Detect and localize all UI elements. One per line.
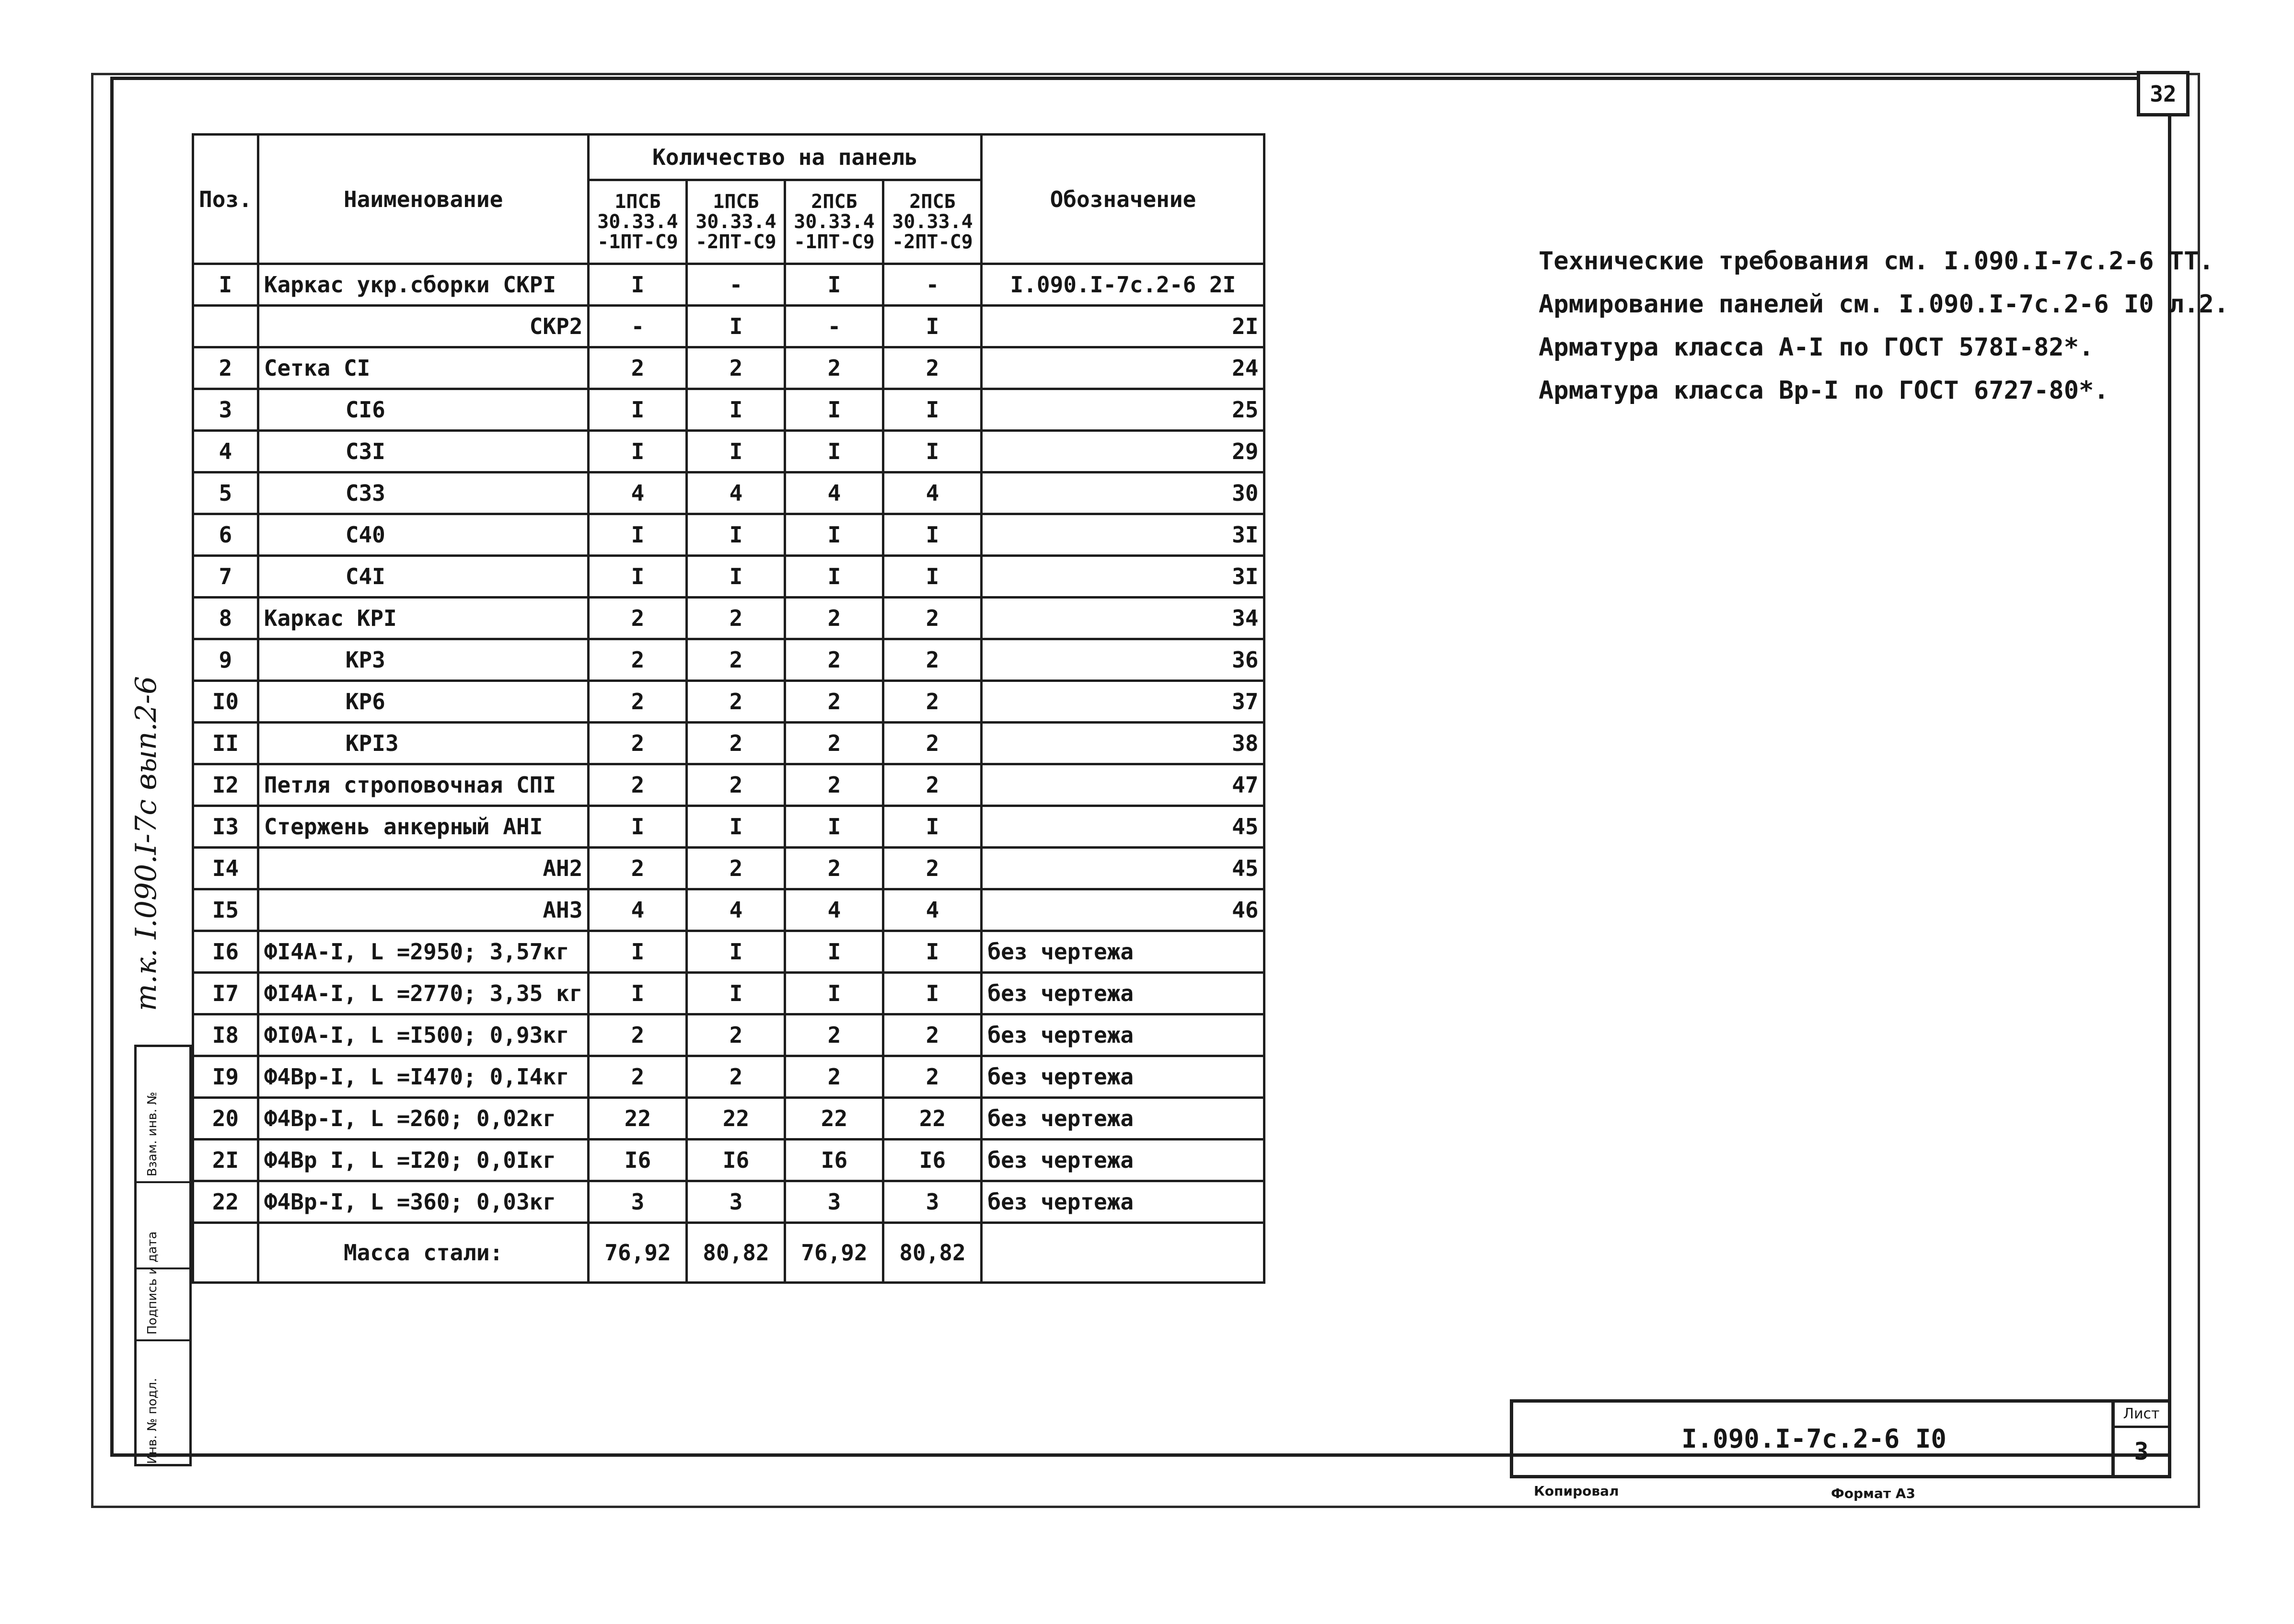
row-qty: I xyxy=(883,556,982,598)
row-name: Стержень анкерный АНI xyxy=(258,806,589,848)
note-line: Армирование панелей см. I.090.I-7с.2-6 I0 л.2. xyxy=(1539,290,2229,319)
row-qty: - xyxy=(589,306,687,347)
row-qty: 2 xyxy=(883,723,982,764)
specification-body xyxy=(193,264,1264,1223)
mass-value: 80,82 xyxy=(883,1223,982,1283)
row-qty: I xyxy=(785,264,883,306)
row-qty: I xyxy=(883,973,982,1014)
header-panel-1: 1ПСБ 30.33.4 -1ПТ-С9 xyxy=(589,180,687,264)
row-qty: 2 xyxy=(687,1056,785,1098)
note-line: Арматура класса Вр-I по ГОСТ 6727-80*. xyxy=(1539,376,2109,405)
table-row xyxy=(193,431,1264,472)
row-name: СI6 xyxy=(258,389,589,431)
table-row xyxy=(193,389,1264,431)
row-qty: I xyxy=(687,431,785,472)
page-number: 32 xyxy=(2137,71,2190,116)
row-qty: 2 xyxy=(785,1056,883,1098)
row-name: Сетка СI xyxy=(258,347,589,389)
row-qty: I xyxy=(589,389,687,431)
table-row xyxy=(193,848,1264,889)
row-qty: I xyxy=(589,806,687,848)
row-qty: I xyxy=(883,514,982,556)
technical-notes xyxy=(1539,240,2229,412)
row-designation: 24 xyxy=(982,347,1264,389)
row-qty: I xyxy=(785,556,883,598)
row-qty: 22 xyxy=(883,1098,982,1140)
row-qty: I xyxy=(785,806,883,848)
table-row xyxy=(193,264,1264,306)
row-designation: без чертежа xyxy=(982,973,1264,1014)
row-qty: 2 xyxy=(785,347,883,389)
row-qty: I xyxy=(785,389,883,431)
row-qty: I xyxy=(785,973,883,1014)
sheet-edge-left xyxy=(91,73,93,1506)
row-qty: 2 xyxy=(785,598,883,639)
note-line: Технические требования см. I.090.I-7с.2-6 ТТ. xyxy=(1539,247,2214,276)
table-row xyxy=(193,681,1264,723)
row-qty: 3 xyxy=(687,1181,785,1223)
row-qty: 4 xyxy=(883,889,982,931)
table-row xyxy=(193,1140,1264,1181)
row-pos: I9 xyxy=(193,1056,258,1098)
row-designation: 47 xyxy=(982,764,1264,806)
row-name: КР6 xyxy=(258,681,589,723)
row-qty: I xyxy=(589,431,687,472)
row-name: С33 xyxy=(258,472,589,514)
sheet-edge-bottom xyxy=(91,1506,2200,1508)
row-qty: 2 xyxy=(883,764,982,806)
row-qty: I xyxy=(883,806,982,848)
row-qty: 2 xyxy=(785,764,883,806)
row-qty: 2 xyxy=(883,639,982,681)
row-qty: 2 xyxy=(883,681,982,723)
mass-value: 76,92 xyxy=(785,1223,883,1283)
row-qty: 22 xyxy=(785,1098,883,1140)
row-qty: 2 xyxy=(589,1056,687,1098)
sheet-edge-top xyxy=(91,73,2200,75)
row-qty: 22 xyxy=(687,1098,785,1140)
row-qty: 4 xyxy=(785,889,883,931)
row-name: ФI4А-I, L =2770; 3,35 кг xyxy=(258,973,589,1014)
row-qty: I xyxy=(687,806,785,848)
row-pos: I4 xyxy=(193,848,258,889)
footer-copied: Копировал xyxy=(1534,1483,1619,1499)
table-row xyxy=(193,1098,1264,1140)
row-name: СКР2 xyxy=(258,306,589,347)
row-qty: I xyxy=(883,306,982,347)
row-qty: I xyxy=(589,514,687,556)
row-qty: I xyxy=(883,431,982,472)
row-qty: 2 xyxy=(589,681,687,723)
row-designation: 37 xyxy=(982,681,1264,723)
row-designation: без чертежа xyxy=(982,931,1264,973)
mass-value: 80,82 xyxy=(687,1223,785,1283)
row-designation: 45 xyxy=(982,806,1264,848)
row-qty: 22 xyxy=(589,1098,687,1140)
footer-format: Формат А3 xyxy=(1831,1486,1915,1501)
row-qty: 2 xyxy=(785,848,883,889)
row-designation: без чертежа xyxy=(982,1014,1264,1056)
row-pos: I0 xyxy=(193,681,258,723)
row-pos: I3 xyxy=(193,806,258,848)
row-qty: I xyxy=(687,389,785,431)
row-qty: 4 xyxy=(687,472,785,514)
row-qty: 2 xyxy=(589,848,687,889)
row-qty: I xyxy=(687,514,785,556)
row-qty: 2 xyxy=(883,598,982,639)
row-designation: без чертежа xyxy=(982,1056,1264,1098)
row-pos: 2I xyxy=(193,1140,258,1181)
table-row xyxy=(193,306,1264,347)
row-qty: 2 xyxy=(785,723,883,764)
row-name: КР3 xyxy=(258,639,589,681)
table-row xyxy=(193,1181,1264,1223)
row-designation: 36 xyxy=(982,639,1264,681)
row-pos: II xyxy=(193,723,258,764)
row-designation: I.090.I-7с.2-6 2I xyxy=(982,264,1264,306)
row-designation: 3I xyxy=(982,556,1264,598)
row-qty: 2 xyxy=(883,1056,982,1098)
row-name: АН2 xyxy=(258,848,589,889)
table-row xyxy=(193,472,1264,514)
row-pos: I xyxy=(193,264,258,306)
row-qty: 4 xyxy=(687,889,785,931)
row-name: С4I xyxy=(258,556,589,598)
mass-row xyxy=(193,1223,1264,1283)
row-designation: без чертежа xyxy=(982,1140,1264,1181)
row-qty: 2 xyxy=(589,639,687,681)
row-pos: I2 xyxy=(193,764,258,806)
row-designation: 38 xyxy=(982,723,1264,764)
row-designation: 3I xyxy=(982,514,1264,556)
table-row xyxy=(193,931,1264,973)
row-name: Каркас укр.сборки СКРI xyxy=(258,264,589,306)
row-designation: 29 xyxy=(982,431,1264,472)
row-qty: 4 xyxy=(785,472,883,514)
mass-label: Масса стали: xyxy=(258,1223,589,1283)
table-row xyxy=(193,1014,1264,1056)
row-designation: 2I xyxy=(982,306,1264,347)
row-name: Каркас КРI xyxy=(258,598,589,639)
header-designation: Обозначение xyxy=(982,135,1264,264)
row-qty: I xyxy=(687,556,785,598)
stamp-sheet-number: 3 xyxy=(2134,1438,2149,1465)
row-qty: 4 xyxy=(589,889,687,931)
row-pos: 9 xyxy=(193,639,258,681)
row-qty: 3 xyxy=(883,1181,982,1223)
row-qty: I6 xyxy=(785,1140,883,1181)
header-panel-3: 2ПСБ 30.33.4 -1ПТ-С9 xyxy=(785,180,883,264)
row-qty: - xyxy=(687,264,785,306)
row-qty: I6 xyxy=(687,1140,785,1181)
row-qty: I xyxy=(785,931,883,973)
row-qty: I xyxy=(883,931,982,973)
row-qty: 4 xyxy=(589,472,687,514)
table-row xyxy=(193,723,1264,764)
mass-value: 76,92 xyxy=(589,1223,687,1283)
row-qty: 2 xyxy=(687,848,785,889)
row-name: С40 xyxy=(258,514,589,556)
row-designation: 34 xyxy=(982,598,1264,639)
side-label: Подпись и дата xyxy=(145,1231,160,1335)
table-row xyxy=(193,806,1264,848)
row-pos: 22 xyxy=(193,1181,258,1223)
row-pos: I5 xyxy=(193,889,258,931)
row-pos xyxy=(193,306,258,347)
stamp-code: I.090.I-7с.2-6 I0 xyxy=(1681,1424,1946,1454)
stamp-sheet-box xyxy=(2111,1403,2168,1475)
row-name: Петля строповочная СПI xyxy=(258,764,589,806)
row-name: Ф4Вр-I, L =I470; 0,I4кг xyxy=(258,1056,589,1098)
row-qty: 2 xyxy=(687,1014,785,1056)
row-qty: - xyxy=(883,264,982,306)
row-qty: I xyxy=(589,264,687,306)
row-pos: 6 xyxy=(193,514,258,556)
row-qty: 2 xyxy=(687,681,785,723)
row-qty: 2 xyxy=(687,598,785,639)
row-pos: I6 xyxy=(193,931,258,973)
header-pos: Поз. xyxy=(193,135,258,264)
row-qty: I xyxy=(883,389,982,431)
header-panel-2: 1ПСБ 30.33.4 -2ПТ-С9 xyxy=(687,180,785,264)
row-qty: 2 xyxy=(687,764,785,806)
mass-designation xyxy=(982,1223,1264,1283)
table-row xyxy=(193,973,1264,1014)
row-qty: I6 xyxy=(589,1140,687,1181)
note-line: Арматура класса А-I по ГОСТ 578I-82*. xyxy=(1539,333,2094,362)
table-row xyxy=(193,598,1264,639)
row-qty: 2 xyxy=(687,347,785,389)
row-pos: 2 xyxy=(193,347,258,389)
row-qty: 2 xyxy=(883,1014,982,1056)
specification-table xyxy=(192,133,1265,1284)
row-name: ФI0А-I, L =I500; 0,93кг xyxy=(258,1014,589,1056)
side-signature-block xyxy=(134,1045,192,1466)
row-qty: - xyxy=(785,306,883,347)
side-label: Инв. № подл. xyxy=(145,1378,160,1464)
table-row xyxy=(193,347,1264,389)
table-row xyxy=(193,514,1264,556)
row-pos: 5 xyxy=(193,472,258,514)
table-row xyxy=(193,764,1264,806)
row-qty: 2 xyxy=(589,764,687,806)
row-name: Ф4Вр-I, L =360; 0,03кг xyxy=(258,1181,589,1223)
row-designation: 30 xyxy=(982,472,1264,514)
margin-handwritten-note: т.к. I.090.I-7с вып.2-6 xyxy=(129,676,163,1011)
row-qty: I xyxy=(785,431,883,472)
row-qty: I xyxy=(687,306,785,347)
row-qty: I xyxy=(589,973,687,1014)
row-qty: 2 xyxy=(785,1014,883,1056)
row-qty: 4 xyxy=(883,472,982,514)
row-qty: I xyxy=(687,973,785,1014)
row-designation: 46 xyxy=(982,889,1264,931)
row-qty: 2 xyxy=(687,639,785,681)
row-pos: 20 xyxy=(193,1098,258,1140)
row-qty: 3 xyxy=(785,1181,883,1223)
row-qty: 2 xyxy=(589,1014,687,1056)
row-qty: 2 xyxy=(785,639,883,681)
row-qty: I6 xyxy=(883,1140,982,1181)
header-panel-4: 2ПСБ 30.33.4 -2ПТ-С9 xyxy=(883,180,982,264)
row-qty: I xyxy=(687,931,785,973)
row-pos: I8 xyxy=(193,1014,258,1056)
row-qty: 2 xyxy=(589,347,687,389)
side-label: Взам. инв. № xyxy=(145,1092,160,1176)
row-qty: I xyxy=(785,514,883,556)
row-qty: 2 xyxy=(883,347,982,389)
row-qty: 2 xyxy=(589,723,687,764)
row-qty: 2 xyxy=(589,598,687,639)
table-row xyxy=(193,556,1264,598)
row-qty: 2 xyxy=(687,723,785,764)
row-qty: 2 xyxy=(883,848,982,889)
row-name: Ф4Вр-I, L =260; 0,02кг xyxy=(258,1098,589,1140)
header-qty-group: Количество на панель xyxy=(589,135,982,180)
row-qty: I xyxy=(589,556,687,598)
title-stamp xyxy=(1510,1399,2171,1478)
row-pos: 8 xyxy=(193,598,258,639)
row-qty: 3 xyxy=(589,1181,687,1223)
row-name: Ф4Вр I, L =I20; 0,0Iкг xyxy=(258,1140,589,1181)
row-name: С3I xyxy=(258,431,589,472)
row-qty: I xyxy=(589,931,687,973)
row-name: ФI4А-I, L =2950; 3,57кг xyxy=(258,931,589,973)
table-row xyxy=(193,889,1264,931)
row-qty: 2 xyxy=(785,681,883,723)
row-name: АН3 xyxy=(258,889,589,931)
table-row xyxy=(193,1056,1264,1098)
row-pos: 3 xyxy=(193,389,258,431)
row-name: КРI3 xyxy=(258,723,589,764)
row-designation: без чертежа xyxy=(982,1181,1264,1223)
stamp-sheet-label: Лист xyxy=(2115,1403,2168,1428)
row-pos: 4 xyxy=(193,431,258,472)
header-name: Наименование xyxy=(258,135,589,264)
row-pos: I7 xyxy=(193,973,258,1014)
row-designation: без чертежа xyxy=(982,1098,1264,1140)
row-designation: 25 xyxy=(982,389,1264,431)
row-pos: 7 xyxy=(193,556,258,598)
table-row xyxy=(193,639,1264,681)
row-designation: 45 xyxy=(982,848,1264,889)
mass-pos xyxy=(193,1223,258,1283)
